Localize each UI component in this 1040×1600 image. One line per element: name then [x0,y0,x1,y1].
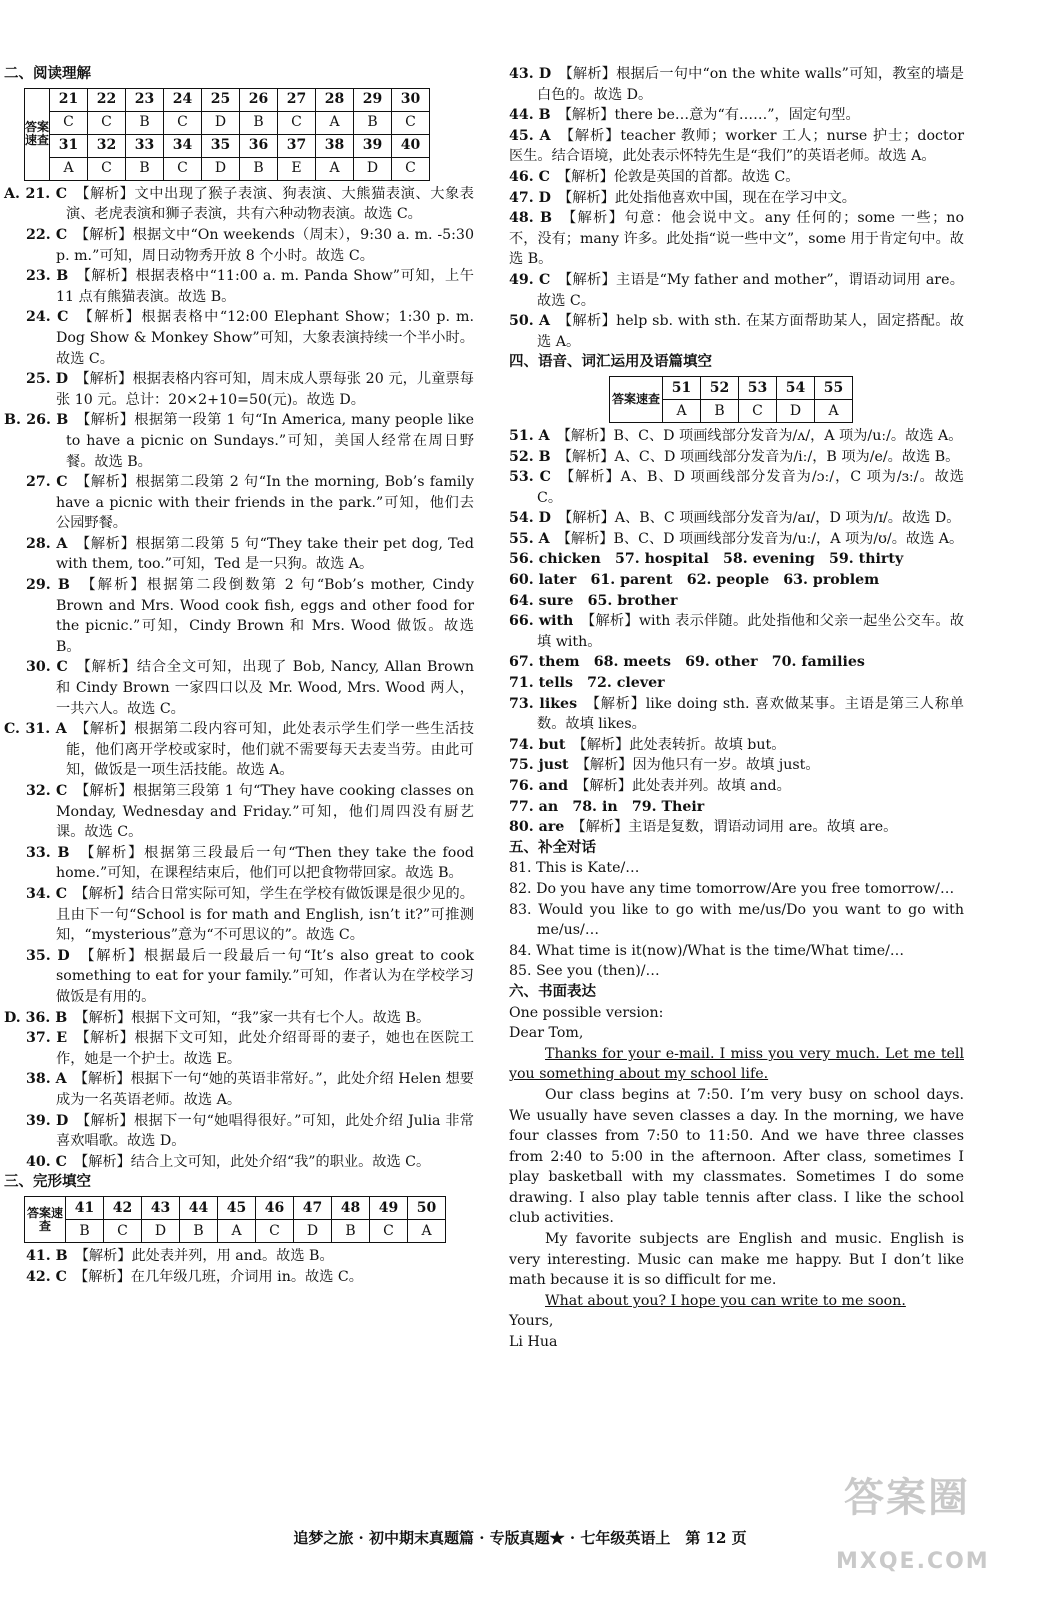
essay-greeting: Dear Tom, [509,1025,584,1042]
table-cell: 22 [88,88,126,111]
answer-item: A. 21. C 【解析】文中出现了猴子表演、狗表演、大熊猫表演、大象表演、老虎表演和狮子表演，共有六种动物表演。故选 C。 [4,185,474,223]
table-cell: 46 [256,1197,294,1220]
table-cell: A [316,111,354,134]
answer-item: 27. C 【解析】根据第二段第 2 句“In the morning, Bob’s family have a picnic with their friends in the park.”可知，他们去公园野餐。 [26,474,474,532]
table-cell: B [180,1220,218,1243]
table-cell: 41 [66,1197,104,1220]
table-cell: C [104,1220,142,1243]
answer-item: 37. E 【解析】根据下文可知，此处介绍哥哥的妻子，她也在医院工作，她是一个护士。故选 E。 [26,1030,474,1067]
table-cell: C [392,157,430,180]
answer-item: B. 26. B 【解析】根据第一段第 1 句“In America, many people like to have a picnic on Sundays.”可知，美国人经常在周日野餐。故选 B。 [4,412,474,470]
dialogue-answers [509,858,964,982]
answer-item: 33. B 【解析】根据第三段最后一句“Then they take the food home.”可知，在课程结束后，他们可以把食物带回家。故选 B。 [26,844,474,882]
table-cell: B [332,1220,370,1243]
answer-item: 23. B 【解析】根据表格中“11:00 a. m. Panda Show”可知，上午 11 点有熊猫表演。故选 B。 [26,268,474,305]
table-cell: 35 [202,134,240,157]
table-cell: 49 [370,1197,408,1220]
table-cell: C [88,111,126,134]
table-cell: C [278,111,316,134]
table-cell: 51 [663,376,701,399]
dialogue-item: 83. Would you like to go with me/us/Do you want to go with me/us/… [509,901,964,939]
table-cell: 47 [294,1197,332,1220]
essay-intro: One possible version: [509,1004,664,1021]
essay-closing: Yours, [509,1313,554,1330]
answer-item: 41. B 【解析】此处表并列，用 and。故选 B。 [26,1248,334,1265]
table-cell: A [815,399,853,422]
table-cell: D [777,399,815,422]
answer-item: 38. A 【解析】根据下一句“她的英语非常好。”，此处介绍 Helen 想要成为一名英语老师。故选 A。 [26,1071,474,1108]
table-cell: D [142,1220,180,1243]
dialogue-item: 84. What time is it(now)/What is the time/What time/… [509,942,905,959]
answer-item: 40. C 【解析】结合上文可知，此处介绍“我”的职业。故选 C。 [26,1153,431,1170]
answer-table-label: 答案速查 [25,1197,66,1243]
section-heading-writing: 六、书面表达 [509,983,596,1000]
answer-item: 74. but 【解析】此处表转折。故填 but。 [509,736,786,753]
table-cell: 54 [777,376,815,399]
table-cell: 53 [739,376,777,399]
table-cell: 23 [126,88,164,111]
table-cell: 44 [180,1197,218,1220]
table-cell: C [164,111,202,134]
cloze-answers [4,1246,474,1287]
table-cell: B [126,111,164,134]
table-cell: B [240,111,278,134]
table-cell: 48 [332,1197,370,1220]
answer-item: 44. B 【解析】there be…意为“有……”，固定句型。 [509,107,860,124]
word-answer-line: 67. them 68. meets 69. other 70. families [509,654,865,671]
table-cell: C [256,1220,294,1243]
table-cell: C [370,1220,408,1243]
answer-item: 42. C 【解析】在几年级几班，介词用 in。故选 C。 [26,1268,363,1285]
table-cell: 26 [240,88,278,111]
table-cell: 50 [408,1197,446,1220]
table-cell: D [294,1220,332,1243]
word-answer-line: 60. later 61. parent 62. people 63. problem [509,572,880,589]
watermark-text: 答案圈 [844,1475,970,1521]
answer-item: 48. B 【解析】句意：他会说中文。any 任何的；some 一些；no 不，没有；many 许多。此处指“说一些中文”，some 用于肯定句中。故选 B。 [509,210,964,268]
table-cell: A [50,157,88,180]
answer-table-cloze [24,1196,446,1243]
essay-paragraph: Thanks for your e-mail. I miss you very much. Let me tell you something about my school life. [509,1045,964,1083]
word-answer-line: 56. chicken 57. hospital 58. evening 59. thirty [509,551,904,568]
left-column [4,64,474,1287]
table-cell: 42 [104,1197,142,1220]
table-cell: C [50,111,88,134]
table-cell: B [126,157,164,180]
answer-table-reading [24,88,430,181]
watermark-url: MXQE.COM [836,1549,990,1574]
table-cell: 31 [50,134,88,157]
essay-paragraph: Our class begins at 7:50. I’m very busy on school days. We usually have seven classes a day. In the morning, we have four classes from 7:50 to 11:50. And we have three classes from 2:40 to 5:00 in the afternoon. After class, sometimes I play basketball with my classmates. Sometimes I do some drawing. I also play table tennis after class. I like the school club activities. [509,1086,964,1227]
answer-item: 53. C 【解析】A、B、D 项画线部分发音为/ɔː/，C 项为/ɜː/。故选 C。 [509,469,964,506]
answer-item: 35. D 【解析】根据最后一段最后一句“It’s also great to cook something to eat for your family.”可知，作者认为在学校学习做饭是有用的。 [26,947,474,1005]
answer-item: 75. just 【解析】因为他只有一岁。故填 just。 [509,757,820,774]
word-answer-line: 71. tells 72. clever [509,675,665,692]
answer-item: 52. B 【解析】A、C、D 项画线部分发音为/iː/，B 项为/e/。故选 B。 [509,448,960,465]
answer-item: 28. A 【解析】根据第二段第 5 句“They take their pet dog, Ted with them, too.”可知，Ted 是一只狗。故选 A。 [26,535,474,573]
table-cell: D [202,111,240,134]
answer-item: D. 36. B 【解析】根据下文可知，“我”家一共有七个人。故选 B。 [4,1009,431,1026]
section-heading-reading: 二、阅读理解 [4,66,91,82]
table-cell: B [701,399,739,422]
dialogue-item: 81. This is Kate/… [509,860,640,877]
answer-item: 29. B 【解析】根据第二段倒数第 2 句“Bob’s mother, Cindy Brown and Mrs. Wood cook fish, eggs and other food for the picnic.”可知，Cindy Brown 和 Mrs. Wood 做饭。故选 B。 [26,577,474,655]
answer-item: 54. D 【解析】A、B、C 项画线部分发音为/aɪ/，D 项为/ɪ/。故选 D。 [509,510,961,527]
table-cell: 27 [278,88,316,111]
sample-essay [509,1003,964,1353]
table-cell: 29 [354,88,392,111]
vocab-answers [509,426,964,838]
answer-item: 73. likes 【解析】like doing sth. 喜欢做某事。主语是第三人称单数。故填 likes。 [509,695,964,733]
table-cell: 28 [316,88,354,111]
answer-item: 46. C 【解析】伦敦是英国的首都。故选 C。 [509,168,800,185]
table-cell: A [408,1220,446,1243]
table-cell: A [663,399,701,422]
section-heading-vocab: 四、语音、词汇运用及语篇填空 [509,354,712,371]
dialogue-item: 82. Do you have any time tomorrow/Are you free tomorrow/… [509,880,955,897]
table-cell: B [354,111,392,134]
answer-item: 76. and 【解析】此处表并列。故填 and。 [509,778,791,794]
table-cell: 36 [240,134,278,157]
word-answer-line: 64. sure 65. brother [509,592,678,609]
table-cell: 34 [164,134,202,157]
table-cell: A [218,1220,256,1243]
answer-item: 47. D 【解析】此处指他喜欢中国，现在在学习中文。 [509,189,856,206]
essay-paragraph: What about you? I hope you can write to me soon. [545,1292,906,1309]
answer-item: 66. with 【解析】with 表示伴随。此处指他和父亲一起坐公交车。故填 with。 [509,613,964,650]
table-cell: A [316,157,354,180]
table-cell: 32 [88,134,126,157]
essay-signature: Li Hua [509,1334,558,1351]
answer-item: 43. D 【解析】根据后一句中“on the white walls”可知，教室的墙是白色的。故选 D。 [509,66,964,103]
answer-item: 24. C 【解析】根据表格中“12:00 Elephant Show；1:30 p. m. Dog Show & Monkey Show”可知，大象表演持续一个半小时。故选 C。 [26,309,475,367]
answer-item: 39. D 【解析】根据下一句“她唱得很好。”可知，此处介绍 Julia 非常喜欢唱歌。故选 D。 [26,1112,474,1150]
answer-table-label: 答案速查 [610,376,663,422]
table-cell: 43 [142,1197,180,1220]
right-column [509,64,964,1353]
table-cell: 45 [218,1197,256,1220]
answer-item: 45. A 【解析】teacher 教师；worker 工人；nurse 护士；doctor 医生。结合语境，此处表示怀特先生是“我们”的英语老师。故选 A。 [509,127,964,165]
answer-item: 32. C 【解析】根据第三段第 1 句“They have cooking classes on Monday, Wednesday and Friday.”可知，他们周四没有厨艺课。故选 C。 [26,783,474,841]
answer-item: 51. A 【解析】B、C、D 项画线部分发音为/ʌ/，A 项为/uː/。故选 A。 [509,427,963,444]
page-footer: 追梦之旅 · 初中期末真题篇 · 专版真题★ · 七年级英语上 第 12 页 [293,1529,747,1547]
table-cell: 37 [278,134,316,157]
watermark-logo [832,1475,1032,1588]
table-cell: 38 [316,134,354,157]
table-cell: 55 [815,376,853,399]
answer-item: 80. are 【解析】主语是复数，谓语动词用 are。故填 are。 [509,819,898,836]
table-cell: 24 [164,88,202,111]
table-cell: B [66,1220,104,1243]
table-cell: B [240,157,278,180]
answer-item: C. 31. A 【解析】根据第二段内容可知，此处表示学生们学一些生活技能，他们离开学校或家时，他们就不需要每天去麦当劳。由此可知，做饭是一项生活技能。故选 A。 [4,721,474,779]
answer-item: 25. D 【解析】根据表格内容可知，周末成人票每张 20 元，儿童票每张 10 元。总计：20×2+10=50(元)。故选 D。 [26,371,474,408]
table-cell: 52 [701,376,739,399]
answer-item: 50. A 【解析】help sb. with sth. 在某方面帮助某人，固定搭配。故选 A。 [509,313,964,350]
dialogue-item: 85. See you (then)/… [509,963,660,980]
section-heading-dialogue: 五、补全对话 [509,839,596,856]
answer-item: 30. C 【解析】结合全文可知，出现了 Bob, Nancy, Allan Brown 和 Cindy Brown 一家四口以及 Mr. Wood, Mrs. Wood 两人，一共六人。故选 C。 [26,659,474,717]
table-cell: 30 [392,88,430,111]
section-heading-cloze: 三、完形填空 [4,1174,91,1191]
table-cell: 21 [50,88,88,111]
word-answer-line: 77. an 78. in 79. Their [509,798,705,815]
answer-item: 34. C 【解析】结合日常实际可知，学生在学校有做饭课是很少见的。且由下一句“School is for math and English, isn’t it?”可推测知，“mysterious”意为“不可思议的”。故选 C。 [26,885,474,944]
table-cell: 25 [202,88,240,111]
answer-table-label: 答案速查 [25,88,50,180]
table-cell: 39 [354,134,392,157]
table-cell: D [354,157,392,180]
table-cell: C [392,111,430,134]
table-cell: 33 [126,134,164,157]
cloze-answers-continued [509,64,964,352]
table-cell: C [88,157,126,180]
answer-item: 22. C 【解析】根据文中“On weekends（周末），9:30 a. m. -5:30 p. m.”可知，周日动物秀开放 8 个小时。故选 C。 [26,226,474,264]
reading-answers [4,184,474,1173]
table-cell: C [739,399,777,422]
answer-item: 55. A 【解析】B、C、D 项画线部分发音为/uː/，A 项为/ʊ/。故选 A。 [509,530,964,547]
table-cell: E [278,157,316,180]
answer-table-vocab [609,376,853,423]
essay-paragraph: My favorite subjects are English and music. English is very interesting. Music can make me happy. But I don’t like math because it is so difficult for me. [509,1231,964,1289]
table-cell: C [164,157,202,180]
table-cell: 40 [392,134,430,157]
answer-item: 49. C 【解析】主语是“My father and mother”，谓语动词用 are。故选 C。 [509,271,964,309]
table-cell: D [202,157,240,180]
